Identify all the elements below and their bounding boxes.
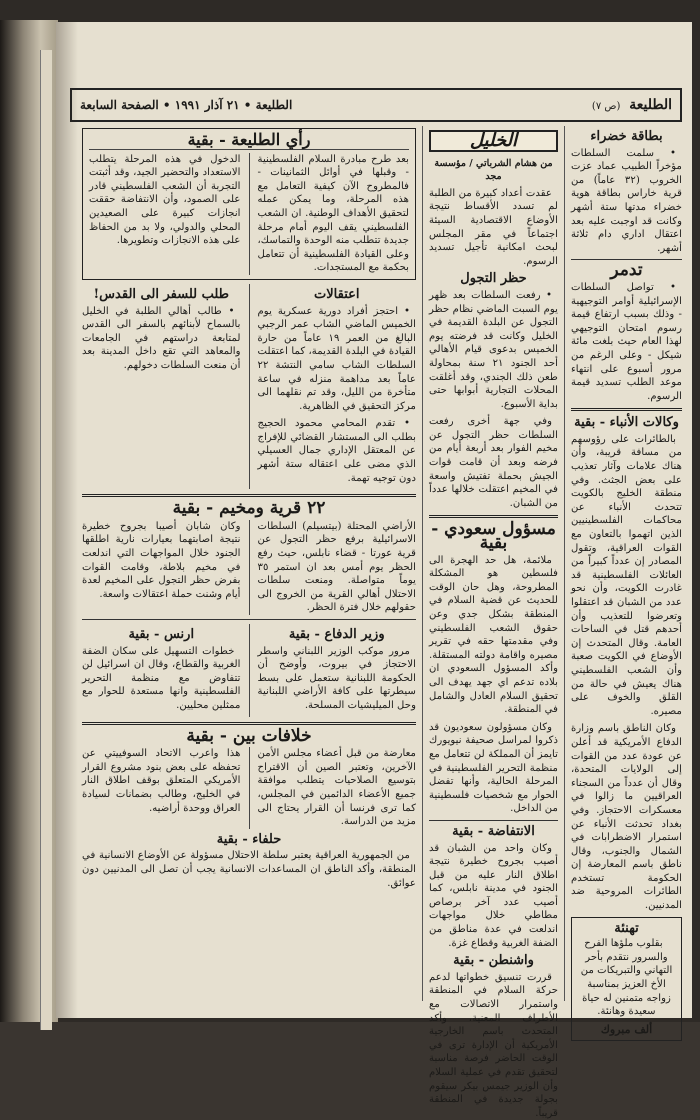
agencies-text-2: وكان الناطق باسم وزارة الدفاع الأمريكية قد أعلن عن عودة عدد من القوات إلى الولايات المتحدة، وقال أن عدداً من السجناء العراقيين ما زالوا في معسكرات الاحتجاز. وفي بغداد تحدثت الأنباء عن استمرار الاضطرابات في الشمال والجنوب، وقال ناطق باسم المعارضة إن الحكومة تستخدم الطائرات المروحية ضد المدنيين. [571, 723, 682, 912]
curfew-text-2: وفي جهة أخرى رفعت السلطات حظر التجول عن مخيم الفوار بعد أربعة أيام من فرضه وبعد أن قامت قوات الجيش بحملة تفتيش واسعة في المخيم اعتقلت خلالها عدداً من الشبان. [429, 416, 558, 509]
divider [429, 515, 558, 518]
column-rule [249, 520, 250, 615]
columns [70, 126, 682, 1119]
column-rule [249, 624, 250, 717]
issue-reference: الطليعة • ٢١ آذار ١٩٩١ • الصفحة السابعة [80, 98, 293, 112]
agencies-heading: وكالات الأنباء - بقية [574, 415, 679, 431]
defense-heading: وزير الدفاع - بقية [288, 627, 385, 642]
opinion-text-right: بعد طرح مبادرة السلام الفلسطينية - وقبلها في أوائل الثمانينات - فالمطروح الآن كيفية التعامل مع هذه المرحلة، وما يمكن عمله لتحقيق الأهداف الوطنية. ان الشعب الفلسطيني يقف اليوم أمام مرحلة جديدة تتطلب منه الوحدة والتماسك، وعلى القيادة الفلسطينية أن تتعامل بحكمة مع المستجدات. [257, 153, 409, 274]
congrats-heading: تهنئة [614, 920, 639, 936]
arens-heading: ارنس - بقية [128, 627, 195, 642]
column-rule [249, 747, 250, 829]
curfew-text: • رفعت السلطات بعد ظهر يوم السبت الماضي نظام حظر التجول عن البلدة القديمة في الخليل وكانت قد فرضته يوم الخميس بدعوى قيام الأهالي أحد الجنود ٢١ سنة بمحاولة طعن ذلك الجندي، وقد أغلقت المحلات التجارية أبوابها حتى بداية الأسبوع. [429, 289, 558, 410]
travel-block [82, 284, 241, 489]
divider [82, 619, 416, 620]
arrests-block [258, 284, 417, 489]
khalil-title: الخليل [429, 130, 558, 152]
tadmor-heading: تدمر [610, 260, 643, 281]
camp-text-right: الأراضي المحتلة (بيتسيلم) السلطات الاسرائيلية برفع حظر التجول عن قرية عورتا - قضاء نابلس، حيث رفع الحظر يوم أمس بعد ان استمر ٣٥ يوماً متواصلة. ومنعت سلطات الاحتلال أهالي القرية من الخروج الى حقولهم خلال فترة الحظر. [257, 520, 416, 614]
divider [82, 494, 416, 497]
arrests-text: • احتجز أفراد دورية عسكرية يوم الخميس الماضي الشاب عمر الرجبي البالغ من العمر ١٩ عاماً من حارة القيادة في البلدة القديمة، كما اعتقلت السلطات الشاب سامي النتشة ٢٢ عاماً بعد مداهمة منزله في ساعة متأخرة من الليل، وقد تم نقلهما الى مركز التحقيق في الظاهرية. [257, 305, 416, 412]
congrats-box [571, 917, 682, 1042]
green-card-text: • سلمت السلطات مؤخراً الطبيب عماد عزت الخروب (٣٢ عاماً) من قرية خاراس بطاقة هوية خضراء مدتها ستة أشهر وكانت قد اوجبت عليه بعد اعتقال اداري دام ثلاثة أشهر. [571, 147, 682, 254]
differences-heading: خلافات بين - بقية [186, 725, 312, 746]
arrests-row [82, 284, 416, 489]
washington-text: قررت تنسيق خطواتها لدعم حركة السلام في المنطقة واستمرار الاتصالات مع الأطراف المعنية، وأكد المتحدث باسم الخارجية الأمريكية أن الإدارة ترى في الوقت الحاضر فرصة مناسبة لتحقيق تقدم في عملية السلام وأن الوزير جيمس بيكر سيقوم بجولة جديدة في المنطقة قريباً. [429, 971, 558, 1119]
saudi-heading: مسؤول سعودي - بقية [431, 519, 556, 554]
arens-block [82, 624, 241, 717]
book-binding [0, 20, 58, 1022]
divider [82, 722, 416, 725]
divider [429, 820, 558, 821]
travel-text: • طالب أهالي الطلبة في الخليل بالسماح لأبنائهم بالسفر الى القدس لمتابعة دراستهم في الجامعات والمعاهد التي تقع داخل المدينة بعد أن منعت السلطات دخولهم. [82, 305, 241, 371]
middle-column [422, 126, 564, 1119]
left-column [82, 126, 422, 1001]
tadmor-text: • تواصل السلطات الإسرائيلية أوامر التوجيهية - وذلك بسبب ارتفاع قيمة رسوم امتحان التوجيهي لهذا العام حيث بلغت مائة شيكل - وعلى الرغم من مرور أسبوع على انتهاء موعد الطلب تسديد قيمة الرسوم. [571, 281, 682, 402]
washington-heading: واشنطن - بقية [453, 953, 534, 969]
uprising-heading: الانتفاضة - بقية [452, 823, 535, 839]
column-rule [249, 153, 250, 275]
camp-heading: ٢٢ قرية ومخيم - بقية [172, 498, 326, 519]
arens-text: خطوات التسهيل على سكان الضفة الغربية والقطاع، وقال ان اسرائيل لن تتفاوض مع منظمة التحرير الفلسطينية وانها مستعدة للحوار مع ممثلين محليين. [82, 645, 241, 711]
defense-text: مرور موكب الوزير اللبناني واسطر الاحتجاز في بيروت، وأوضح أن الحكومة اللبنانية ستعمل على بسط سيطرتها على كافة الأراضي اللبنانية وحل الميليشيات المسلحة. [257, 645, 416, 711]
opinion-columns [89, 153, 409, 275]
masthead [592, 97, 672, 113]
opinion-text-left: الدخول في هذه المرحلة يتطلب الاستعداد والتحضير الجيد، وقد أثبتت التجربة أن الشعب الفلسطيني قادر على الصمود، وأن الانتفاضة حققت انجازات كبيرة على الصعيدين المحلي والدولي، ولا بد من الحفاظ على هذه الانجازات وتطويرها. [89, 153, 241, 247]
masthead-logo: الطليعة [629, 97, 672, 113]
right-column [564, 126, 682, 1036]
congrats-sign: ألف مبروك [600, 1022, 653, 1036]
differences-text-left: هذا واعرب الاتحاد السوفييتي عن تحفظه على بعض بنود مشروع القرار الأمريكي المتعلق بوقف اطلاق النار في الخليج، وطالب بضمانات لسيادة العراق ووحدة أراضيه. [82, 748, 241, 814]
khalil-byline: من هشام الشرباتي / مؤسسة مجد [434, 157, 553, 183]
defense-block [258, 624, 417, 717]
newspaper-page [56, 22, 692, 1119]
congrats-text: بقلوب ملؤها الفرح والسرور نتقدم بأحر التهاني والتبريكات من الأخ العزيز بمناسبة زواجه متمنين له حياة سعيدة وهانئة. [580, 938, 673, 1018]
masthead-sub: (ص ٧) [591, 101, 621, 112]
saudi-text-2: وكان مسؤولون سعوديون قد ذكروا لمراسل صحيفة نيويورك تايمز أن المملكة لن تتعامل مع منظمة التحرير الفلسطينية في المرحلة الحالية، وأنها تفضل الحوار مع شخصيات فلسطينية من الداخل. [429, 721, 558, 815]
arrests-heading: اعتقالات [314, 286, 360, 302]
halfa-heading: حلفاء - بقية [216, 831, 282, 847]
differences-row [82, 747, 416, 829]
column-rule [249, 284, 250, 489]
opinion-heading: رأي الطليعة - بقية [89, 133, 409, 150]
defense-row [82, 624, 416, 717]
green-card-heading: بطاقة خضراء [590, 129, 663, 144]
uprising-text: وكان واحد من الشبان قد أصيب بجروح خطيرة نتيجة اطلاق النار عليه من قبل الجنود في مدينة نابلس، كما أصيب عدد آخر برصاص مطاطي خلال مواجهات اندلعت في عدة مناطق من الضفة الغربية وقطاع غزة. [429, 842, 558, 949]
divider [571, 408, 682, 411]
differences-text-right: معارضة من قبل أعضاء مجلس الأمن الآخرين، وتعتبر الصين أن الاقتراح بتوسيع الصلاحيات يتطلب موافقة جميع الأعضاء الدائمين في المجلس، كما ترى فرنسا أن القرار يحتاج الى مزيد من الدراسة. [257, 748, 416, 828]
arrests-text-2: • تقدم المحامي محمود الحجيج بطلب الى المستشار القضائي للإفراج عن المعتقل الإداري جمال العسيلي الذي مضى على اعتقاله ستة أشهر دون توجيه تهمة. [257, 418, 416, 484]
camp-row [82, 520, 416, 615]
opinion-box [82, 128, 416, 280]
saudi-text: ملائمة، هل حد الهجرة الى فلسطين هو المشكلة المطروحة، وهل حان الوقت للحديث عن قضية السلام في المنطقة بشكل جدي وعن حقوق الشعب الفلسطيني وفي مقدمتها حقه في تقرير مصيره واقامة دولته المستقلة. وأكد المسؤول السعودي ان بلاده تدعم اي جهد يهدف الى تحقيق السلام العادل والشامل في المنطقة. [429, 554, 558, 716]
halfa-text: من الجمهورية العراقية يعتبر سلطة الاحتلال مسؤولة عن الأوضاع الانسانية في المنطقة، وأكد الناطق ان المساعدات الانسانية يجب أن تصل الى المدنيين دون عوائق. [82, 850, 416, 889]
khalil-text: عقدت أعداد كبيرة من الطلبة لم تسدد الأقساط نتيجة الأوضاع الاقتصادية السيئة اجتماعاً في مقر المجلس لبحث امكانية تأجيل تسديد الرسوم. [429, 187, 558, 267]
travel-heading: طلب للسفر الى القدس! [93, 286, 230, 302]
binding-edge [40, 50, 52, 1030]
page-header [70, 88, 682, 122]
curfew-heading: حظر التجول [460, 271, 527, 287]
camp-text-left: وكان شابان أصيبا بجروح خطيرة نتيجة اصابتهما بعيارات نارية اطلقها الجنود خلال المواجهات التي اندلعت في مخيم بلاطة، وقامت القوات بفرض حظر التجول على المخيم لعدة أيام وشنت حملة اعتقالات واسعة. [82, 520, 241, 600]
agencies-text: بالطائرات على رؤوسهم من مسافة قريبة، وأن هناك علامات وآثار تعذيب على بعض الجثث. وفي منطقة الخليج بالكويت تتحدث الأنباء عن محاكمات الفلسطينيين الذين اتهموا بالتعاون مع القوات العراقية، وتقول المصادر إن عدداً كبيراً من العائلات الفلسطينية قد غادرت الكويت، وأن نحو عدد من الشبان قد اعتقلوا وتعرضوا للتعذيب وأن أحدهم قتل في الساحات العامة. وقال المتحدث إن الأوضاع في الكويت صعبة وأن الشعب الفلسطيني هناك يعيش في حالة من القلق والخوف على مصيره. [571, 433, 682, 717]
